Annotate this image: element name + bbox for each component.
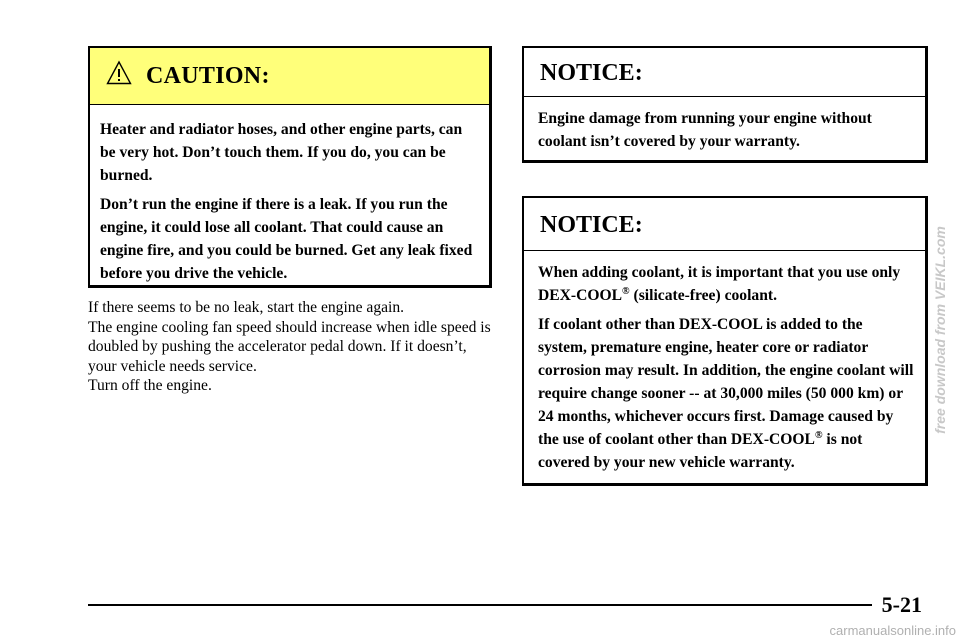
body-line-3: Turn off the engine. [88,377,212,394]
notice-paragraph-2 [538,313,915,474]
notice-text: is not covered by your new vehicle warranty. [538,431,863,471]
notice-body [524,97,925,153]
body-text [88,298,498,396]
body-line-2: The engine cooling fan speed should increase when idle speed is doubled by pushing the accelerator pedal down. If it doesn’t, your vehicle needs service. [88,318,491,375]
notice-text: Engine damage from running your engine without coolant isn’t covered by your warranty. [538,110,872,150]
registered-mark: ® [814,429,823,441]
caution-header [90,48,489,105]
notice-text: When adding coolant, it is important that you use only DEX-COOL [538,264,901,304]
notice-header [524,198,925,251]
caution-body [90,105,489,285]
notice-title: NOTICE: [540,60,643,86]
notice-box-dexcool [522,196,928,486]
registered-mark: ® [622,285,630,297]
notice-box-warranty [522,46,928,163]
body-line-1: If there seems to be no leak, start the engine again. [88,299,405,316]
caution-paragraph-2: Don’t run the engine if there is a leak. If you run the engine, it could lose all coolant. That could cause an engine fire, and you could be burned. Get any leak fixed before you drive the vehicle. [100,196,473,282]
caution-title: CAUTION: [146,63,270,89]
caution-paragraph-1: Heater and radiator hoses, and other engine parts, can be very hot. Don’t touch them. If you do, you can be burned. [100,121,463,184]
warning-triangle-icon [106,60,132,86]
page-number: 5-21 [881,592,922,617]
bottom-watermark: carmanualsonline.info [829,623,956,638]
notice-text: (silicate-free) coolant. [629,287,777,304]
notice-text: If coolant other than DEX-COOL is added to the system, premature engine, heater core or radiator corrosion may result. In addition, the engine coolant will require change sooner -- at 30,000 miles (50 000 km) or 24 months, whichever occurs first. Damage caused by the use of coolant other than DEX-COOL [538,316,914,448]
caution-box [88,46,492,288]
footer-rule [88,604,872,606]
side-watermark-text: free download from VEIKL.com [932,226,948,434]
notice-body [524,251,925,474]
notice-paragraph-1 [538,261,915,307]
notice-header [524,48,925,97]
notice-title: NOTICE: [540,212,643,238]
